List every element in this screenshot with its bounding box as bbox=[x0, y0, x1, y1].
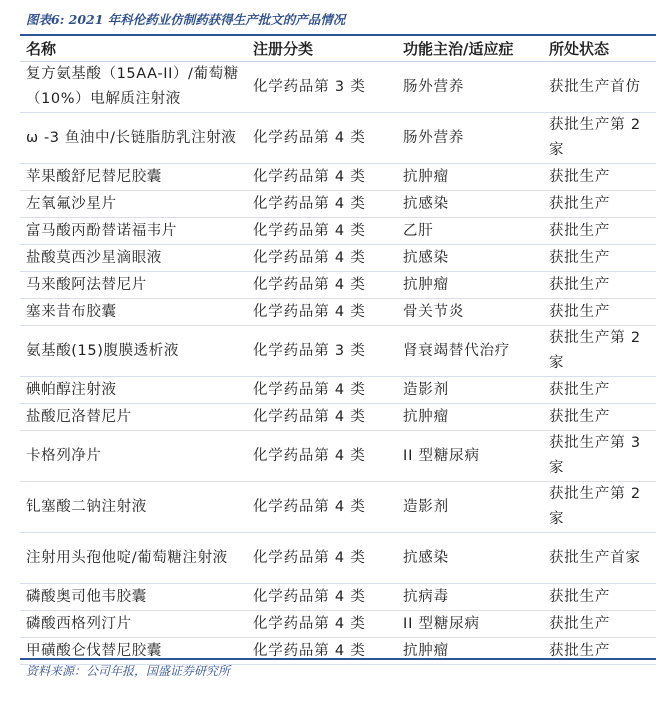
table-row bbox=[20, 431, 656, 482]
cell-status: 获批生产 bbox=[543, 404, 656, 431]
cell-drug-name: 复方氨基酸（15AA-II）/葡萄糖（10%）电解质注射液 bbox=[20, 62, 247, 113]
cell-registration-class: 化学药品第 4 类 bbox=[247, 584, 397, 611]
header-registration-class: 注册分类 bbox=[247, 36, 397, 62]
table-row bbox=[20, 377, 656, 404]
cell-registration-class: 化学药品第 4 类 bbox=[247, 482, 397, 533]
table-row bbox=[20, 611, 656, 638]
figure-title: 图表6: 2021 年科伦药业仿制药获得生产批文的产品情况 bbox=[26, 12, 346, 27]
cell-indication: 乙肝 bbox=[397, 218, 543, 245]
cell-registration-class: 化学药品第 3 类 bbox=[247, 326, 397, 377]
cell-drug-name: 左氧氟沙星片 bbox=[20, 191, 247, 218]
table-row bbox=[20, 113, 656, 164]
cell-registration-class: 化学药品第 4 类 bbox=[247, 245, 397, 272]
header-status: 所处状态 bbox=[543, 36, 656, 62]
cell-indication: 抗肿瘤 bbox=[397, 638, 543, 665]
cell-status: 获批生产 bbox=[543, 377, 656, 404]
table-row bbox=[20, 218, 656, 245]
cell-registration-class: 化学药品第 4 类 bbox=[247, 377, 397, 404]
source-note: 资料来源：公司年报，国盛证券研究所 bbox=[26, 664, 231, 678]
cell-status: 获批生产 bbox=[543, 218, 656, 245]
cell-status: 获批生产第 2 家 bbox=[543, 326, 656, 377]
cell-drug-name: 苹果酸舒尼替尼胶囊 bbox=[20, 164, 247, 191]
cell-indication: 抗感染 bbox=[397, 245, 543, 272]
cell-status: 获批生产 bbox=[543, 272, 656, 299]
cell-indication: 抗肿瘤 bbox=[397, 164, 543, 191]
cell-drug-name: 磷酸西格列汀片 bbox=[20, 611, 247, 638]
cell-status: 获批生产第 3 家 bbox=[543, 431, 656, 482]
cell-indication: 肠外营养 bbox=[397, 62, 543, 113]
table-header bbox=[20, 36, 656, 62]
cell-registration-class: 化学药品第 4 类 bbox=[247, 218, 397, 245]
table-row bbox=[20, 164, 656, 191]
cell-indication: 抗感染 bbox=[397, 191, 543, 218]
header-indication: 功能主治/适应症 bbox=[397, 36, 543, 62]
cell-registration-class: 化学药品第 4 类 bbox=[247, 431, 397, 482]
cell-drug-name: 氨基酸(15)腹膜透析液 bbox=[20, 326, 247, 377]
cell-drug-name: 碘帕醇注射液 bbox=[20, 377, 247, 404]
cell-registration-class: 化学药品第 4 类 bbox=[247, 191, 397, 218]
header-row bbox=[20, 36, 656, 62]
table-row bbox=[20, 245, 656, 272]
cell-registration-class: 化学药品第 3 类 bbox=[247, 62, 397, 113]
cell-drug-name: ω -3 鱼油中/长链脂肪乳注射液 bbox=[20, 113, 247, 164]
cell-status: 获批生产 bbox=[543, 638, 656, 665]
cell-drug-name: 盐酸莫西沙星滴眼液 bbox=[20, 245, 247, 272]
cell-registration-class: 化学药品第 4 类 bbox=[247, 533, 397, 584]
cell-registration-class: 化学药品第 4 类 bbox=[247, 299, 397, 326]
header-name: 名称 bbox=[20, 36, 247, 62]
cell-status: 获批生产 bbox=[543, 584, 656, 611]
cell-drug-name: 塞来昔布胶囊 bbox=[20, 299, 247, 326]
cell-indication: 抗病毒 bbox=[397, 584, 543, 611]
products-table bbox=[20, 36, 656, 665]
cell-status: 获批生产 bbox=[543, 245, 656, 272]
cell-indication: II 型糖尿病 bbox=[397, 611, 543, 638]
cell-drug-name: 注射用头孢他啶/葡萄糖注射液 bbox=[20, 533, 247, 584]
cell-indication: 抗感染 bbox=[397, 533, 543, 584]
table-row bbox=[20, 404, 656, 431]
table-bottom-rule bbox=[20, 658, 656, 660]
table-row bbox=[20, 326, 656, 377]
cell-status: 获批生产第 2 家 bbox=[543, 482, 656, 533]
cell-status: 获批生产第 2 家 bbox=[543, 113, 656, 164]
cell-drug-name: 马来酸阿法替尼片 bbox=[20, 272, 247, 299]
cell-indication: 造影剂 bbox=[397, 482, 543, 533]
table-row bbox=[20, 584, 656, 611]
cell-registration-class: 化学药品第 4 类 bbox=[247, 164, 397, 191]
cell-status: 获批生产 bbox=[543, 299, 656, 326]
cell-registration-class: 化学药品第 4 类 bbox=[247, 113, 397, 164]
cell-drug-name: 磷酸奥司他韦胶囊 bbox=[20, 584, 247, 611]
cell-indication: 肾衰竭替代治疗 bbox=[397, 326, 543, 377]
cell-drug-name: 富马酸丙酚替诺福韦片 bbox=[20, 218, 247, 245]
cell-registration-class: 化学药品第 4 类 bbox=[247, 272, 397, 299]
cell-registration-class: 化学药品第 4 类 bbox=[247, 611, 397, 638]
table-row bbox=[20, 482, 656, 533]
table-row bbox=[20, 272, 656, 299]
cell-status: 获批生产首家 bbox=[543, 533, 656, 584]
cell-status: 获批生产 bbox=[543, 611, 656, 638]
cell-indication: 造影剂 bbox=[397, 377, 543, 404]
cell-status: 获批生产 bbox=[543, 164, 656, 191]
cell-indication: 骨关节炎 bbox=[397, 299, 543, 326]
cell-drug-name: 盐酸厄洛替尼片 bbox=[20, 404, 247, 431]
cell-status: 获批生产首仿 bbox=[543, 62, 656, 113]
cell-indication: 肠外营养 bbox=[397, 113, 543, 164]
table-row bbox=[20, 191, 656, 218]
table-body bbox=[20, 62, 656, 665]
table-row bbox=[20, 299, 656, 326]
table-row bbox=[20, 62, 656, 113]
cell-registration-class: 化学药品第 4 类 bbox=[247, 638, 397, 665]
table-row bbox=[20, 638, 656, 665]
cell-indication: 抗肿瘤 bbox=[397, 404, 543, 431]
cell-status: 获批生产 bbox=[543, 191, 656, 218]
table-row bbox=[20, 533, 656, 584]
cell-registration-class: 化学药品第 4 类 bbox=[247, 404, 397, 431]
cell-drug-name: 卡格列净片 bbox=[20, 431, 247, 482]
cell-drug-name: 甲磺酸仑伐替尼胶囊 bbox=[20, 638, 247, 665]
cell-indication: 抗肿瘤 bbox=[397, 272, 543, 299]
cell-indication: II 型糖尿病 bbox=[397, 431, 543, 482]
cell-drug-name: 钆塞酸二钠注射液 bbox=[20, 482, 247, 533]
